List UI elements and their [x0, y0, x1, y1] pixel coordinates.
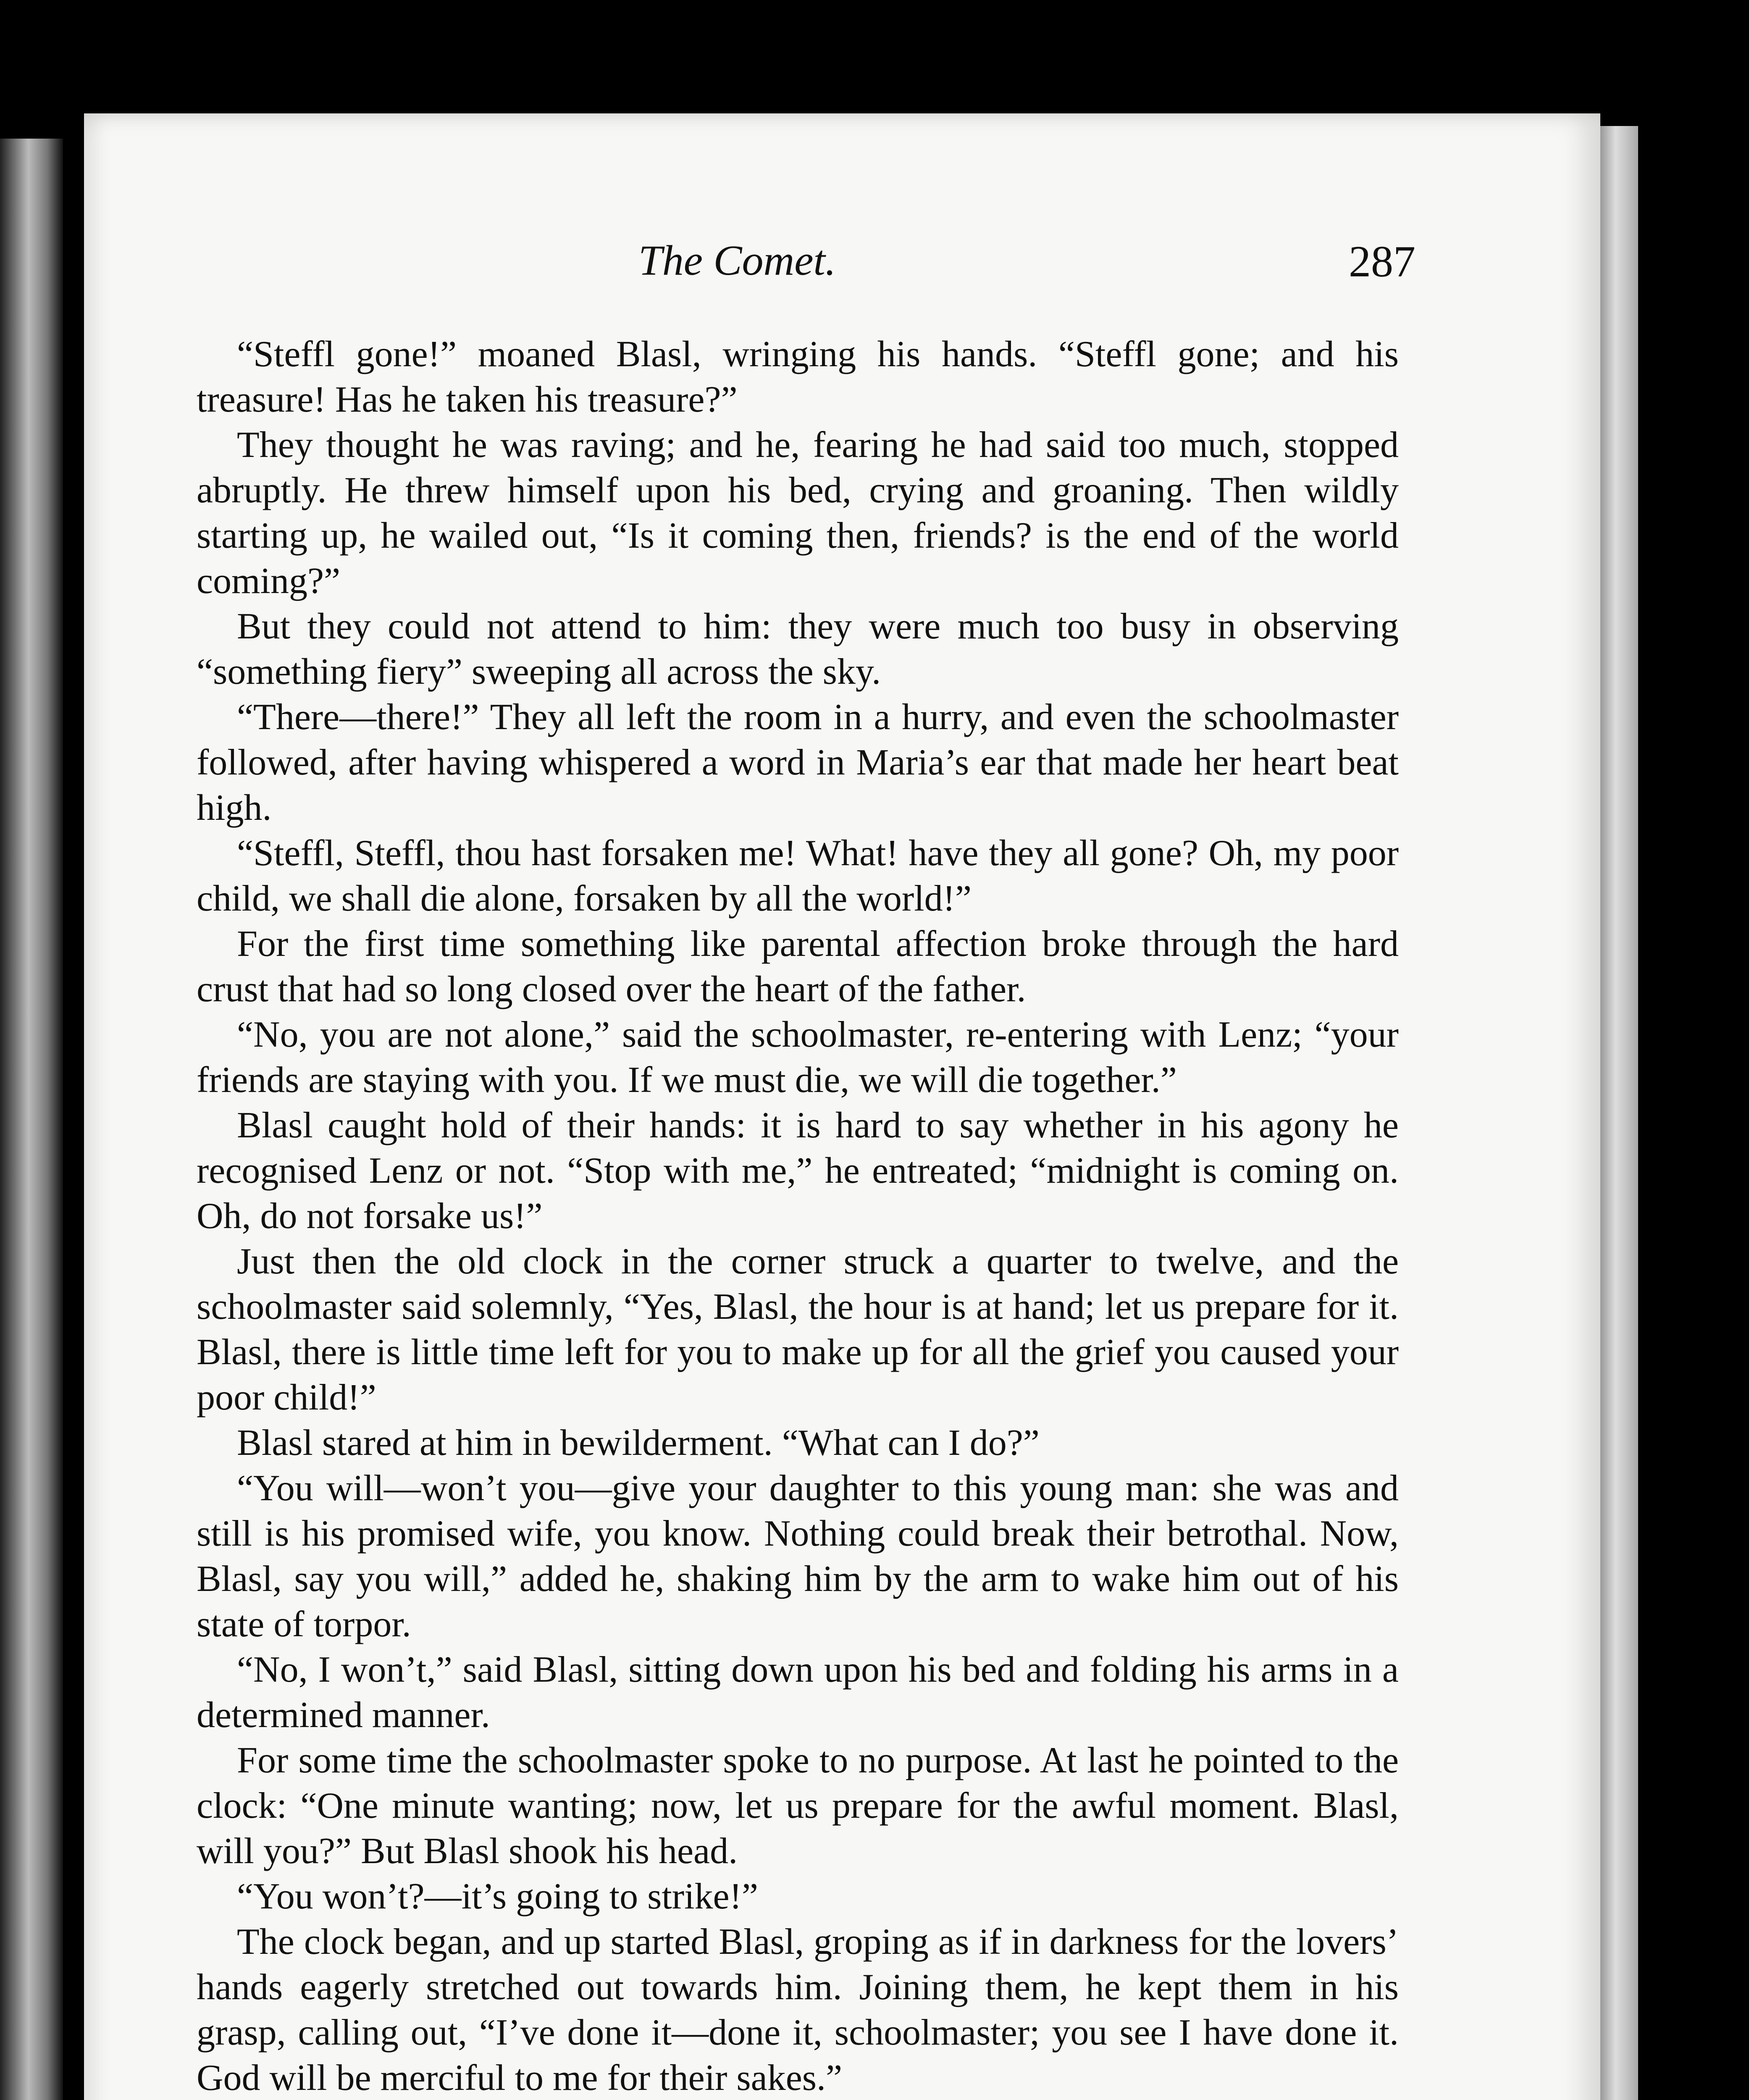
paragraph: “No, I won’t,” said Blasl, sitting down upon his bed and folding his arms in a determined manner. [197, 1649, 1399, 1735]
paragraph: But they could not attend to him: they were much too busy in observing “something fiery” sweeping all across the sky. [197, 606, 1399, 692]
book-edge-left [0, 139, 63, 2100]
page-number: 287 [1349, 237, 1415, 286]
page-header [113, 126, 1415, 286]
paragraph: They thought he was raving; and he, fearing he had said too much, stopped abruptly. He threw himself upon his bed, crying and groaning. Then wildly starting up, he wailed out, “Is it coming then, friends? is the end of the world coming?” [197, 425, 1399, 601]
paragraph: “There—there!” They all left the room in a hurry, and even the schoolmaster followed, after having whispered a word in Maria’s ear that made her heart beat high. [197, 697, 1399, 828]
paragraph: “You will—won’t you—give your daughter to this young man: she was and still is his promised wife, you know. Nothing could break their betrothal. Now, Blasl, say you will,” added he, shaking him by the arm to wake him out of his state of torpor. [197, 1468, 1399, 1645]
paragraph: For the first time something like parental affection broke through the hard crust that had so long closed over the heart of the father. [197, 924, 1399, 1010]
running-title: The Comet. [638, 237, 836, 284]
paragraph: “Steffl gone!” moaned Blasl, wringing his hands. “Steffl gone; and his treasure! Has he taken his treasure?” [197, 334, 1399, 420]
paragraph: “No, you are not alone,” said the schoolmaster, re-entering with Lenz; “your friends are staying with you. If we must die, we will die together.” [197, 1014, 1399, 1100]
paragraph: “You won’t?—it’s going to strike!” [237, 1876, 758, 1917]
paragraph: “Steffl, Steffl, thou hast forsaken me! What! have they all gone? Oh, my poor child, we shall die alone, forsaken by all the world!” [197, 833, 1399, 919]
paragraph: Blasl stared at him in bewilderment. “What can I do?” [237, 1423, 1040, 1463]
paragraph: Just then the old clock in the corner struck a quarter to twelve, and the schoolmaster said solemnly, “Yes, Blasl, the hour is at hand; let us prepare for it. Blasl, there is little time left for you to make up for all the grief you caused your poor child!” [197, 1241, 1399, 1418]
paragraph: The clock began, and up started Blasl, groping as if in darkness for the lovers’ hands eagerly stretched out towards him. Joining them, he kept them in his grasp, calling out, “I’ve done it—done it, schoolmaster; you see I have done it. God will be merciful to me for their sakes.” [197, 1922, 1399, 2098]
adjacent-page-edge [1600, 126, 1638, 2100]
paragraph: For some time the schoolmaster spoke to no purpose. At last he pointed to the clock: “One minute wanting; now, let us prepare for the awful moment. Blasl, will you?” But Blasl shook his head. [197, 1740, 1399, 1872]
body-text [197, 332, 1399, 2100]
paragraph: Blasl caught hold of their hands: it is hard to say whether in his agony he recognised Lenz or not. “Stop with me,” he entreated; “midnight is coming on. Oh, do not forsake us!” [197, 1105, 1399, 1236]
